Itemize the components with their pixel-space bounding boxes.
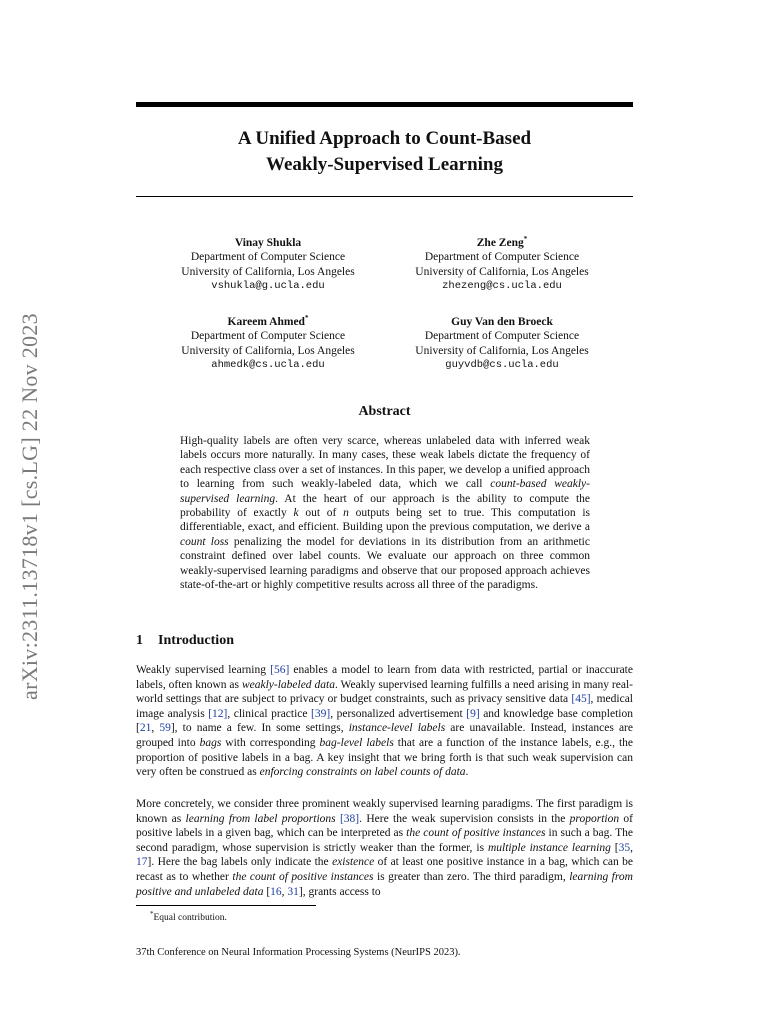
citation-link[interactable]: 21 bbox=[139, 722, 152, 735]
author-block-3 bbox=[148, 311, 388, 373]
author-department: Department of Computer Science bbox=[424, 251, 580, 264]
footnote: *Equal contribution. bbox=[150, 910, 227, 924]
title-line-2: Weakly-Supervised Learning bbox=[266, 154, 503, 175]
author-university: University of California, Los Angeles bbox=[415, 344, 589, 357]
author-block-2 bbox=[382, 232, 622, 294]
title-bottom-rule bbox=[136, 196, 633, 197]
intro-paragraph-2: More concretely, we consider three prominent weakly supervised learning paradigms. The first paradigm is known as learning from label proportions [38]. Here the weak supervision consists in the proportion of positive labels in a given bag, which can be interpreted as the count of positive instances in such a bag. The second paradigm, whose supervision is strictly weaker than the former, is multiple instance learning [35, 17]. Here the bag labels only indicate the existence of at least one positive instance in a bag, which can be recast as to whether the count of positive instances is greater than zero. The third paradigm, learning from positive and unlabeled data [16, 31], grants access to bbox=[136, 798, 633, 898]
author-university: University of California, Los Angeles bbox=[181, 265, 355, 278]
citation-link[interactable]: [12] bbox=[208, 707, 228, 720]
author-block-1 bbox=[148, 232, 388, 294]
citation-link[interactable]: [38] bbox=[339, 812, 360, 825]
citation-link[interactable]: [45] bbox=[571, 693, 591, 706]
abstract-text: High-quality labels are often very scarce, whereas unlabeled data with inferred weak labels occurs more naturally. In many cases, these weak labels dictate the frequency of each respective class over a set of instances. In this paper, we develop a unified approach to learning from such weakly-labeled data, which we call count-based weakly-supervised learning. At the heart of our approach is the ability to compute the probability of exactly k out of n outputs being set to true. This computation is differentiable, exact, and efficient. Building upon the previous computation, we derive a count loss penalizing the model for deviations in its distribution from an arithmetic constraint defined over label counts. We evaluate our approach on three common weakly-supervised learning paradigms and observe that our proposed approach achieves state-of-the-art or highly competitive results across all three of the paradigms. bbox=[180, 435, 591, 592]
abstract-heading: Abstract bbox=[358, 404, 411, 419]
footnote-rule bbox=[136, 905, 316, 906]
conference-note: 37th Conference on Neural Information Processing Systems (NeurIPS 2023). bbox=[136, 947, 461, 958]
author-name: Vinay Shukla bbox=[234, 236, 302, 249]
author-department: Department of Computer Science bbox=[190, 330, 346, 343]
author-department: Department of Computer Science bbox=[190, 251, 346, 264]
author-name: Kareem Ahmed* bbox=[227, 314, 309, 328]
citation-link[interactable]: 59 bbox=[159, 722, 171, 735]
section-heading-introduction: 1 Introduction bbox=[136, 633, 234, 648]
citation-link[interactable]: [56] bbox=[270, 664, 290, 676]
intro-paragraph-1: Weakly supervised learning [56] enables a model to learn from data with restricted, partial or inaccurate labels, often known as weakly-labeled data. Weakly supervised learning fulfills a need arising in many real-world settings that are subject to privacy or budget constraints, such as privacy sensitive data [45], medical image analysis [12], clinical practice [39], personalized advertisement [9] and knowledge base completion [21, 59], to name a few. In some settings, instance-level labels are unavailable. Instead, instances are grouped into bags with corresponding bag-level labels that are a function of the instance labels, e.g., the proportion of positive labels in a bag. A key insight that we bring forth is that such weak supervision can very often be construed as enforcing constraints on label counts of data. bbox=[136, 664, 634, 779]
author-email[interactable]: zhezeng@cs.ucla.edu bbox=[442, 280, 562, 293]
citation-link[interactable]: [39] bbox=[311, 707, 331, 720]
author-university: University of California, Los Angeles bbox=[415, 265, 589, 278]
author-name: Zhe Zeng* bbox=[476, 235, 528, 249]
citation-link[interactable]: 35 bbox=[618, 841, 631, 854]
citation-link[interactable]: [9] bbox=[466, 707, 480, 720]
title-line-1: A Unified Approach to Count-Based bbox=[237, 128, 532, 149]
citation-link[interactable]: 31 bbox=[287, 885, 299, 898]
author-email[interactable]: ahmedk@cs.ucla.edu bbox=[211, 359, 325, 372]
title-top-rule bbox=[136, 102, 633, 107]
author-department: Department of Computer Science bbox=[424, 330, 580, 343]
paper-title bbox=[136, 126, 633, 178]
author-block-4 bbox=[382, 311, 622, 373]
author-university: University of California, Los Angeles bbox=[181, 344, 355, 357]
citation-link[interactable]: 17 bbox=[136, 856, 148, 869]
author-name: Guy Van den Broeck bbox=[451, 315, 553, 328]
author-email[interactable]: vshukla@g.ucla.edu bbox=[211, 280, 325, 293]
author-email[interactable]: guyvdb@cs.ucla.edu bbox=[445, 359, 559, 372]
citation-link[interactable]: 16 bbox=[270, 885, 282, 898]
arxiv-identifier-stamp: arXiv:2311.13718v1 [cs.LG] 22 Nov 2023 bbox=[17, 313, 42, 700]
